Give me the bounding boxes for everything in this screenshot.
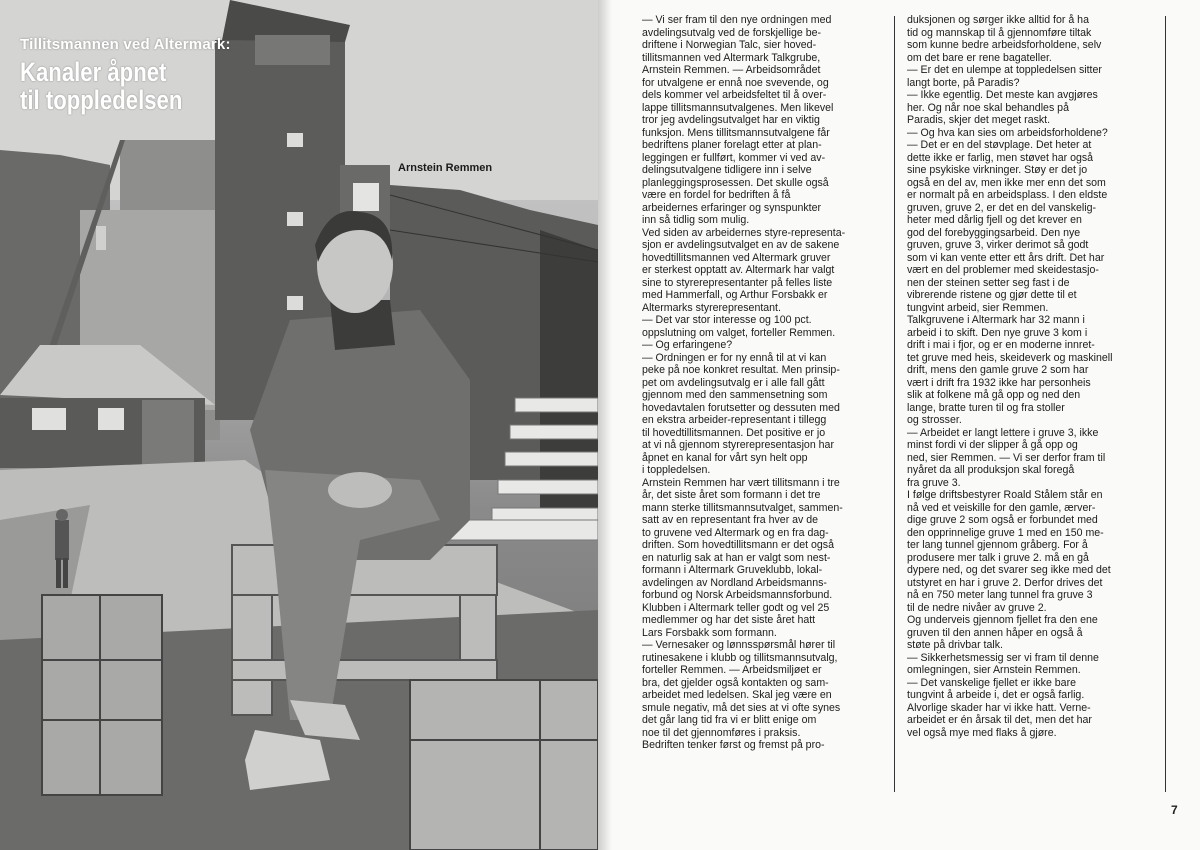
photo-page [0, 0, 598, 850]
headline-line-2: til toppledelsen [20, 85, 183, 115]
gutter-shadow [598, 0, 612, 850]
article-kicker: Tillitsmannen ved Altermark: [20, 36, 231, 53]
column-rule-2 [1165, 16, 1166, 792]
article-headline [20, 58, 192, 114]
headline-line-1: Kanaler åpnet [20, 57, 167, 87]
article-column-1: — Vi ser fram til den nye ordningen med avdelingsutvalg ved de forskjellige be- driftene i Norwegian Talc, sier hoved- tillitsmannen ved Altermark Talkgrube, Arnstein Remmen. — Arbeidsområdet for utvalgene er ennå noe svevende, og dels kommer vel arbeidsfeltet til å over- lappe tillitsmannsutvalgenes. Men likevel tror jeg avdelingsutvalget har en viktig funksjon. Mens tillitsmannsutvalgene får bedriftens planer forelagt etter at plan- leggingen er fullført, kommer vi ved av- delingsutvalgene tidligere inn i selve planleggingsprosessen. Det skulle også være en fordel for bedriften å få arbeidernes erfaringer og synspunkter inn så tidlig som mulig. Ved siden av arbeidernes styre-representa- sjon er avdelingsutvalget en av de sakene hovedtillitsmannen ved Altermark gruver er sterkest opptatt av. Altermark har valgt sine to styrerepresentanter på felles liste med Hammerfall, og Arthur Forsbakk er Altermarks styrerepresentant. — Det var stor interesse og 100 pct. oppslutning om valget, forteller Remmen. — Og erfaringene? — Ordningen er for ny ennå til at vi kan peke på noe konkret resultat. Men prinsip- pet om avdelingsutvalg er i alle fall gått gjennom med den sammensetning som hovedavtalen forutsetter og dessuten med en ekstra arbeider-representant i tillegg til hovedtillitsmannen. Det positive er jo at vi nå gjennom styrerepresentasjon har åpnet en kanal for vårt syn helt opp i toppledelsen. Arnstein Remmen har vært tillitsmann i tre år, det siste året som formann i det tre mann sterke tillitsmannsutvalget, sammen- satt av en representant fra hver av de to gruvene ved Altermark og en fra dag- driften. Som hovedtillitsmann er det også en naturlig sak at han er valgt som nest- formann i Altermark Gruveklubb, lokal- avdelingen av Nordland Arbeidsmanns- forbund og Norsk Arbeidsmannsforbund. Klubben i Altermark teller godt og vel 25 medlemmer og har det siste året hatt Lars Forsbakk som formann. — Vernesaker og lønnsspørsmål hører til rutinesakene i klubb og tillitsmannsutvalg, forteller Remmen. — Arbeidsmiljøet er bra, det gjelder også kontakten og sam- arbeidet med ledelsen. Skal jeg være en smule negativ, må det sies at vi ofte synes det går lang tid fra vi er blitt enige om noe til det gjennomføres i praksis. Bedriften tenker først og fremst på pro- [642, 14, 846, 751]
page-number: 7 [1171, 803, 1178, 817]
photo-caption: Arnstein Remmen [398, 162, 493, 174]
photograph-miner-at-talc-mine [0, 0, 598, 850]
article-column-2: duksjonen og sørger ikke alltid for å ha tid og mannskap til å gjennomføre tiltak som kunne bedre arbeidsforholdene, selv om det bare er rene bagateller. — Er det en ulempe at toppledelsen sitter langt borte, på Paradis? — Ikke egentlig. Det meste kan avgjøres her. Og når noe skal behandles på Paradis, skjer det meget raskt. — Og hva kan sies om arbeidsforholdene? — Det er en del støvplage. Det heter at dette ikke er farlig, men støvet har også sine psykiske virkninger. Støy er det jo også en del av, men ikke mer enn det som er normalt på en arbeidsplass. I den eldste gruven, gruve 2, er det en del vanskelig- heter med dårlig fjell og det krever en god del forebyggingsarbeid. Den nye gruven, gruve 3, virker derimot så godt som vi kan vente etter ett års drift. Det har vært en del problemer med skeidestasjo- nen der steinen setter seg fast i de vibrerende ristene og gjør dette til et tungvint arbeid, sier Remmen. Talkgruvene i Altermark har 32 mann i arbeid i to skift. Den nye gruve 3 kom i drift i mai i fjor, og er en moderne innret- tet gruve med heis, skeideverk og maskinell drift, mens den gamle gruve 2 som har vært i drift fra 1932 ikke har personheis slik at folkene må gå opp og ned den lange, bratte turen til og fra stoller og strosser. — Arbeidet er langt lettere i gruve 3, ikke minst fordi vi der slipper å gå opp og ned, sier Remmen. — Vi ser derfor fram til nyåret da all produksjon skal foregå fra gruve 3. I følge driftsbestyrer Roald Stålem står en nå ved et veiskille for den gamle, ærver- dige gruve 2 som også er forbundet med den opprinnelige gruve 1 med en 150 me- ter lang tunnel gjennom gråberg. For å produsere mer talk i gruve 2. må en gå dypere ned, og det svarer seg ikke med det utstyret en har i gruve 2. Derfor drives det nå en 750 meter lang tunnel fra gruve 3 til de nedre nivåer av gruve 2. Og underveis gjennom fjellet fra den ene gruven til den annen håper en også å støte på drivbar talk. — Sikkerhetsmessig ser vi fram til denne omlegningen, sier Arnstein Remmen. — Det vanskelige fjellet er ikke bare tungvint å arbeide i, det er også farlig. Alvorlige skader har vi ikke hatt. Verne- arbeidet er én årsak til det, men det har vel også mye med flaks å gjøre. [907, 14, 1113, 739]
column-rule-1 [894, 16, 895, 792]
